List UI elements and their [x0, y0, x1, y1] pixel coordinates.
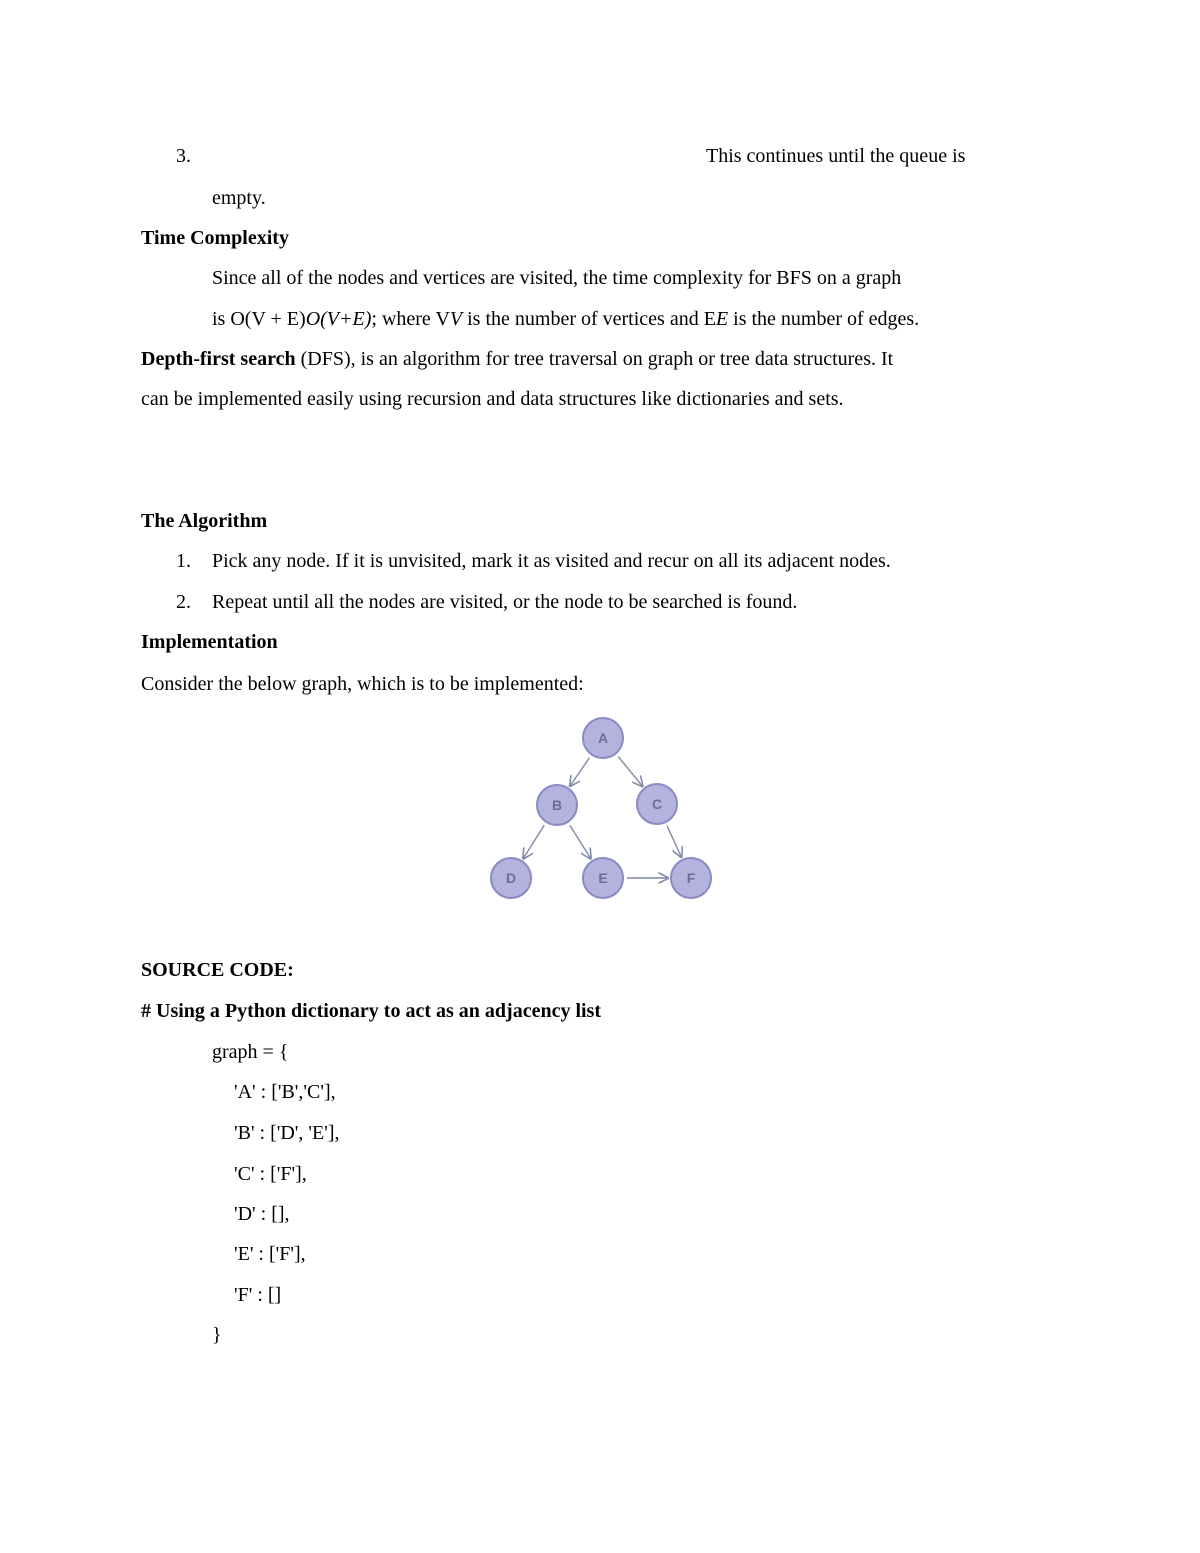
variable-e: E — [715, 308, 729, 330]
node-label-F: F — [686, 870, 696, 886]
edge-A-B — [570, 758, 589, 786]
time-complexity-heading: Time Complexity — [141, 227, 289, 249]
dfs-intro-line2: can be implemented easily using recursion and data structures like dictionaries and sets. — [141, 388, 844, 410]
code-line-1: graph = { — [212, 1041, 289, 1063]
node-D — [491, 858, 531, 898]
source-code-comment: # Using a Python dictionary to act as an adjacency list — [141, 1000, 601, 1022]
step3-continuation: empty. — [212, 187, 266, 209]
text-fragment: ; where V — [371, 308, 450, 330]
code-line-7: 'F' : [] — [234, 1284, 282, 1306]
list-number-3: 3. — [176, 145, 191, 167]
node-label-C: C — [651, 796, 663, 812]
dfs-term: Depth-first search — [141, 348, 296, 370]
edge-B-D — [523, 825, 544, 858]
time-complexity-line2 — [212, 307, 919, 331]
node-label-B: B — [551, 797, 563, 813]
algorithm-step-2: Repeat until all the nodes are visited, or the node to be searched is found. — [212, 591, 798, 613]
edge-B-E — [570, 825, 591, 858]
time-complexity-line1: Since all of the nodes and vertices are visited, the time complexity for BFS on a graph — [212, 267, 902, 289]
code-line-2: 'A' : ['B','C'], — [234, 1081, 336, 1103]
node-A — [583, 718, 623, 758]
code-line-5: 'D' : [], — [234, 1203, 290, 1225]
edge-C-F — [667, 826, 681, 857]
code-line-3: 'B' : ['D', 'E'], — [234, 1122, 340, 1144]
node-F — [671, 858, 711, 898]
node-B — [537, 785, 577, 825]
algorithm-step-2-number: 2. — [176, 591, 191, 613]
algorithm-step-1-number: 1. — [176, 550, 191, 572]
variable-v: V — [449, 308, 463, 330]
node-E — [583, 858, 623, 898]
dfs-intro-rest: (DFS), is an algorithm for tree traversal on graph or tree data structures. It — [295, 348, 894, 370]
graph-svg — [480, 708, 730, 908]
graph-nodes — [491, 718, 711, 898]
code-line-8: } — [212, 1324, 222, 1346]
edge-A-C — [618, 757, 642, 787]
complexity-formula-italic: O(V+E) — [305, 308, 372, 330]
algorithm-step-1: Pick any node. If it is unvisited, mark it as visited and recur on all its adjacent nodes. — [212, 550, 891, 572]
source-code-heading: SOURCE CODE: — [141, 959, 294, 981]
implementation-text: Consider the below graph, which is to be implemented: — [141, 673, 584, 695]
text-fragment: is the number of edges. — [728, 308, 920, 330]
step3-text: This continues until the queue is — [706, 145, 966, 167]
complexity-formula: is O(V + E) — [212, 308, 306, 330]
node-label-D: D — [505, 870, 517, 886]
node-C — [637, 784, 677, 824]
code-line-4: 'C' : ['F'], — [234, 1163, 307, 1185]
node-label-E: E — [598, 870, 608, 886]
algorithm-heading: The Algorithm — [141, 510, 268, 532]
implementation-heading: Implementation — [141, 631, 278, 653]
dfs-intro-line1 — [141, 347, 893, 371]
code-line-6: 'E' : ['F'], — [234, 1243, 306, 1265]
graph-diagram — [480, 708, 730, 908]
node-label-A: A — [597, 730, 609, 746]
text-fragment: is the number of vertices and E — [462, 308, 716, 330]
